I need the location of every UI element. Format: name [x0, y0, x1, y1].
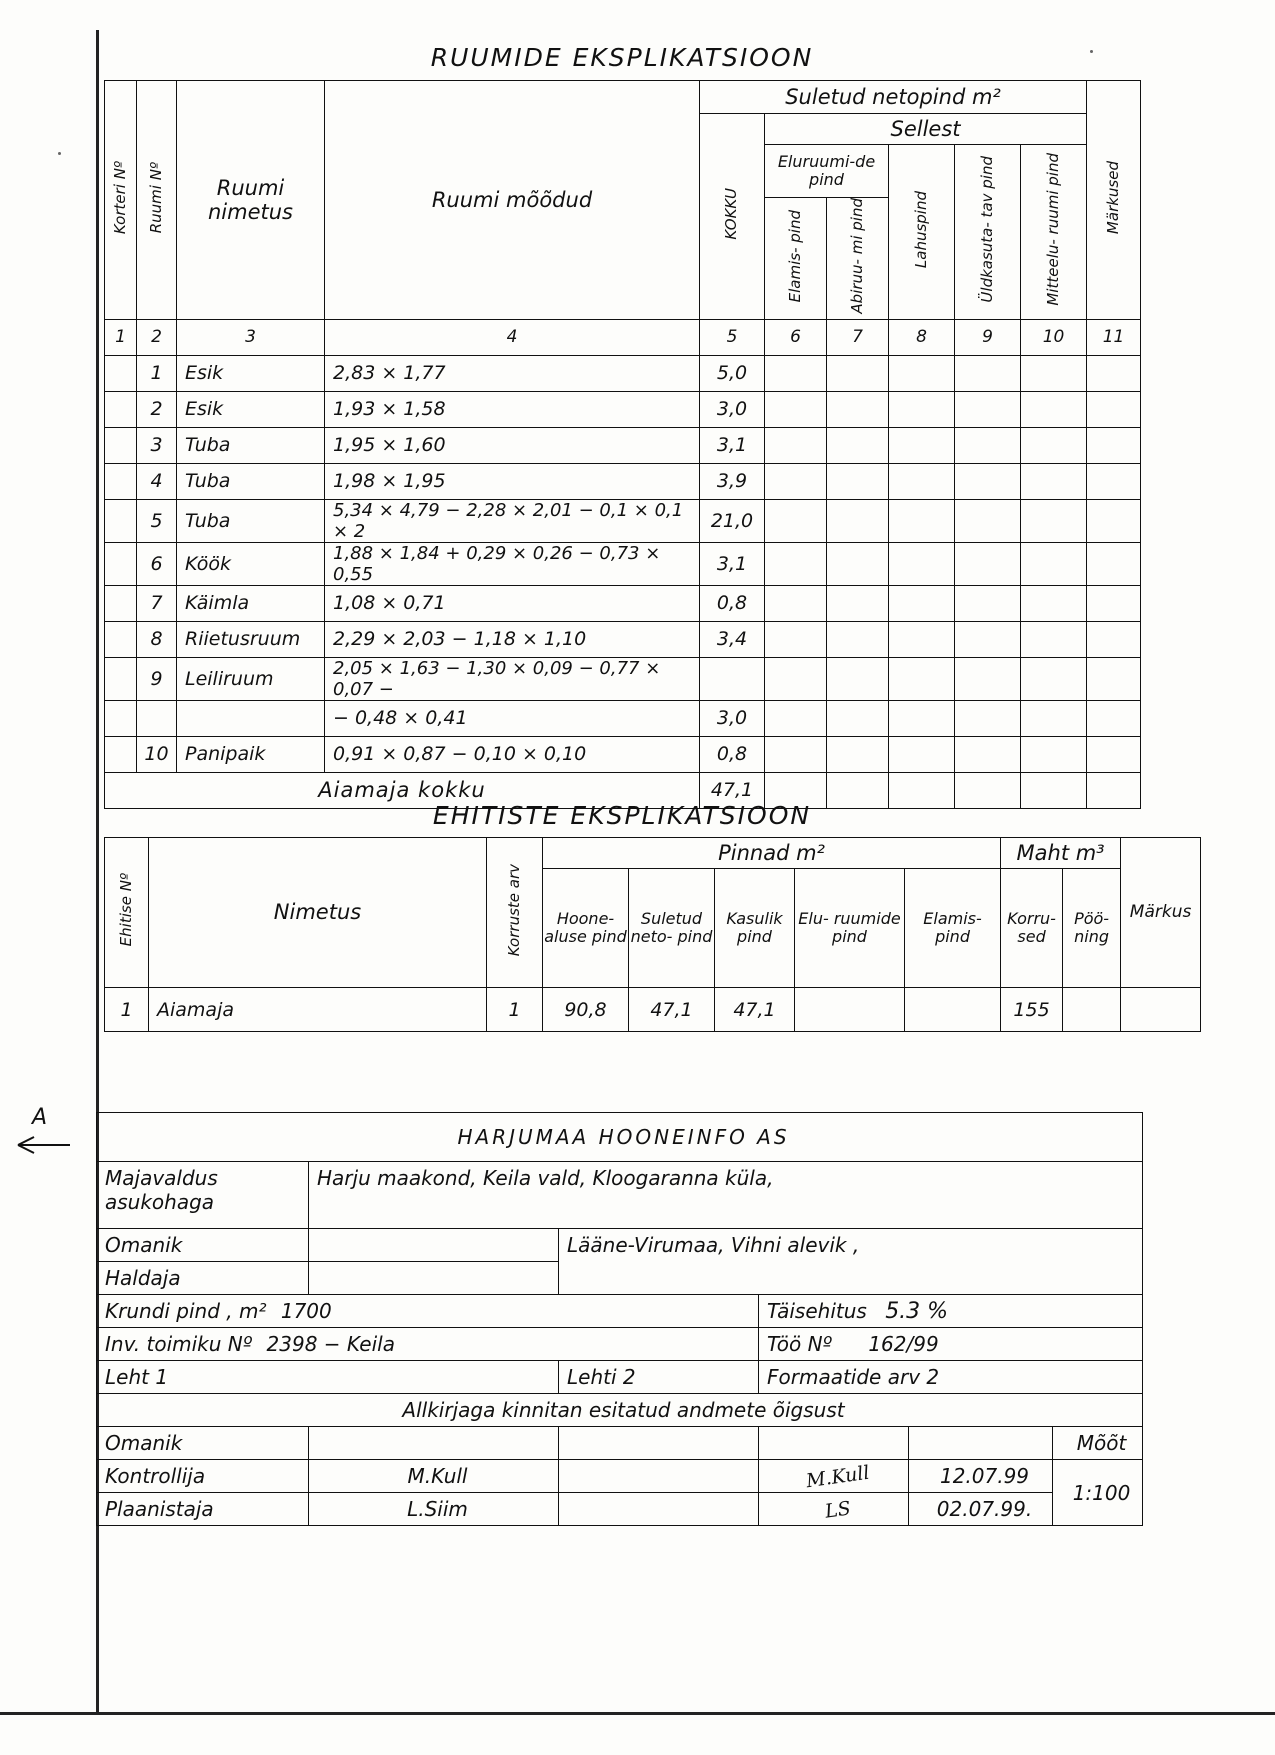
- header-living-area: Elamis- pind: [765, 198, 827, 320]
- label-property-location: Majavaldus asukohaga: [97, 1162, 309, 1229]
- cell-korteri: [105, 499, 137, 542]
- cell-room-dimensions: 1,93 × 1,58: [325, 391, 700, 427]
- cell-col8: [889, 499, 955, 542]
- info-inspector-row: [97, 1460, 1143, 1493]
- colnum-10: 10: [1021, 319, 1087, 355]
- value-inspector-date: 12.07.99: [909, 1460, 1053, 1493]
- cell-col9: [955, 621, 1021, 657]
- cell-room-nr: 4: [137, 463, 177, 499]
- cell-col8: [889, 463, 955, 499]
- info-inventory-row: [97, 1328, 1143, 1361]
- cell-room-total: [700, 657, 765, 700]
- cell-floors-volume: 155: [1001, 988, 1063, 1032]
- info-plot-row: [97, 1295, 1143, 1328]
- rooms-explication-block: [104, 36, 1140, 809]
- buildings-explication-block: [104, 795, 1192, 1032]
- cell-room-nr: 5: [137, 499, 177, 542]
- scan-speck: [58, 152, 61, 155]
- buildings-title-bar: [104, 795, 1140, 837]
- cell-closed-net-area: 47,1: [629, 988, 715, 1032]
- cell-col11: [1087, 499, 1141, 542]
- header-dwelling-rooms-area: Eluruumi-de pind: [765, 145, 889, 198]
- cell-korteri: [105, 463, 137, 499]
- colnum-1: 1: [105, 319, 137, 355]
- header-separate-area: Lahuspind: [889, 145, 955, 320]
- label-work-number: Töö Nº: [767, 1332, 832, 1356]
- value-property-location: Harju maakond, Keila vald, Kloogaranna küla,: [309, 1162, 1143, 1229]
- cell-korteri: [105, 736, 137, 772]
- cell-col11: [1087, 542, 1141, 585]
- cell-korteri: [105, 657, 137, 700]
- cell-built-up-area: 90,8: [543, 988, 629, 1032]
- cell-col10: [1021, 463, 1087, 499]
- cell-col10: [1021, 391, 1087, 427]
- cell-col9: [955, 391, 1021, 427]
- cell-col7: [827, 657, 889, 700]
- info-table: [96, 1112, 1143, 1526]
- cell-col7: [827, 585, 889, 621]
- value-planner-date: 02.07.99.: [909, 1493, 1053, 1526]
- cell-col11: [1087, 463, 1141, 499]
- planner-signature: LS: [759, 1493, 909, 1526]
- cell-room-dimensions: 5,34 × 4,79 − 2,28 × 2,01 − 0,1 × 0,1 × 2: [325, 499, 700, 542]
- colnum-3: 3: [177, 319, 325, 355]
- header-useful-area: Kasulik pind: [715, 869, 795, 988]
- north-arrow: [8, 1105, 78, 1175]
- cell-room-nr: 1: [137, 355, 177, 391]
- header-attic-volume: Pöö- ning: [1063, 869, 1121, 988]
- cell-col9: [955, 499, 1021, 542]
- label-sheet-number: Leht 1: [97, 1361, 559, 1394]
- cell-work-number: [759, 1328, 1143, 1361]
- table-row: [105, 621, 1141, 657]
- cell-col10: [1021, 700, 1087, 736]
- table-row: [105, 700, 1141, 736]
- cell-room-name: Panipaik: [177, 736, 325, 772]
- cell-col8: [889, 355, 955, 391]
- info-planner-row: [97, 1493, 1143, 1526]
- header-kokku: KOKKU: [700, 114, 765, 320]
- table-row: [105, 657, 1141, 700]
- cell-building-remark: [1121, 988, 1201, 1032]
- cell-korteri: [105, 427, 137, 463]
- table-row: [105, 391, 1141, 427]
- cell-room-name: Leiliruum: [177, 657, 325, 700]
- cell-room-dimensions: − 0,48 × 0,41: [325, 700, 700, 736]
- cell-col6: [765, 427, 827, 463]
- north-arrow-label: A: [32, 1105, 48, 1130]
- cell-col9: [955, 355, 1021, 391]
- cell-useful-area: 47,1: [715, 988, 795, 1032]
- buildings-header-group-row: [105, 838, 1201, 869]
- cell-room-dimensions: 0,91 × 0,87 − 0,10 × 0,10: [325, 736, 700, 772]
- header-volume-group: Maht m³: [1001, 838, 1121, 869]
- header-room-dimensions: Ruumi mõõdud: [325, 81, 700, 320]
- colnum-2: 2: [137, 319, 177, 355]
- cell-col10: [1021, 657, 1087, 700]
- owner-sign-cell: [559, 1427, 759, 1460]
- table-row: [105, 427, 1141, 463]
- cell-col11: [1087, 736, 1141, 772]
- header-dwelling-area: Elu- ruumide pind: [795, 869, 905, 988]
- cell-col7: [827, 736, 889, 772]
- label-built-up-percentage: Täisehitus: [767, 1298, 867, 1323]
- table-row: [105, 355, 1141, 391]
- rooms-header-group-row: [105, 81, 1141, 114]
- info-title-row: [97, 1113, 1143, 1162]
- cell-korteri: [105, 355, 137, 391]
- label-manager: Haldaja: [97, 1262, 309, 1295]
- cell-room-name: Köök: [177, 542, 325, 585]
- cell-dwelling-area: [795, 988, 905, 1032]
- owner-blank-cell: [309, 1229, 559, 1262]
- cell-col11: [1087, 700, 1141, 736]
- label-plot-area: [97, 1295, 759, 1328]
- header-sellest: Sellest: [765, 114, 1087, 145]
- cell-room-total: 3,9: [700, 463, 765, 499]
- cell-room-total: 0,8: [700, 736, 765, 772]
- cell-room-total: 3,1: [700, 542, 765, 585]
- header-auxiliary-area: Abiruu- mi pind: [827, 198, 889, 320]
- cell-room-nr: 3: [137, 427, 177, 463]
- planner-blank-cell: [559, 1493, 759, 1526]
- value-planner-name: L.Siim: [309, 1493, 559, 1526]
- cell-room-name: [177, 700, 325, 736]
- rooms-title-bar: [104, 36, 1140, 80]
- cell-col9: [955, 657, 1021, 700]
- cell-col8: [889, 542, 955, 585]
- cell-col8: [889, 700, 955, 736]
- owner-sign-mark-cell: [759, 1427, 909, 1460]
- cell-room-nr: 10: [137, 736, 177, 772]
- cell-col7: [827, 499, 889, 542]
- cell-col6: [765, 700, 827, 736]
- label-inventory-file: Inv. toimiku Nº: [105, 1332, 253, 1356]
- cell-col7: [827, 542, 889, 585]
- cell-col6: [765, 736, 827, 772]
- cell-room-nr: 9: [137, 657, 177, 700]
- cell-room-name: Esik: [177, 391, 325, 427]
- cell-col7: [827, 427, 889, 463]
- cell-col10: [1021, 621, 1087, 657]
- table-row: [105, 585, 1141, 621]
- cell-room-name: Riietusruum: [177, 621, 325, 657]
- cell-room-name: Tuba: [177, 427, 325, 463]
- info-sheet-row: [97, 1361, 1143, 1394]
- manager-blank-cell: [309, 1262, 559, 1295]
- header-building-remark: Märkus: [1121, 838, 1201, 988]
- cell-room-total: 3,0: [700, 391, 765, 427]
- cell-col8: [889, 736, 955, 772]
- cell-col6: [765, 621, 827, 657]
- header-living-area: Elamis- pind: [905, 869, 1001, 988]
- cell-room-total: 21,0: [700, 499, 765, 542]
- cell-col11: [1087, 427, 1141, 463]
- cell-room-nr: 8: [137, 621, 177, 657]
- cell-col9: [955, 542, 1021, 585]
- cell-col11: [1087, 355, 1141, 391]
- cell-floor-count: 1: [487, 988, 543, 1032]
- cell-col10: [1021, 427, 1087, 463]
- cell-col7: [827, 391, 889, 427]
- cell-col10: [1021, 542, 1087, 585]
- colnum-5: 5: [700, 319, 765, 355]
- header-areas-group: Pinnad m²: [543, 838, 1001, 869]
- cell-col7: [827, 355, 889, 391]
- cell-living-area: [905, 988, 1001, 1032]
- cell-col8: [889, 391, 955, 427]
- header-closed-net-area: Suletud netopind m²: [700, 81, 1087, 114]
- total-label: Aiamaja kokku: [105, 772, 700, 808]
- colnum-11: 11: [1087, 319, 1141, 355]
- cell-room-nr: 7: [137, 585, 177, 621]
- colnum-6: 6: [765, 319, 827, 355]
- header-non-dwelling-area: Mitteelu- ruumi pind: [1021, 145, 1087, 320]
- cell-built-up-percentage: [759, 1295, 1143, 1328]
- cell-col6: [765, 585, 827, 621]
- colnum-8: 8: [889, 319, 955, 355]
- cell-col6: [765, 542, 827, 585]
- header-ruumi-nr: Ruumi Nº: [137, 81, 177, 320]
- cell-room-dimensions: 2,83 × 1,77: [325, 355, 700, 391]
- info-address-row: [97, 1162, 1143, 1229]
- cell-building-nr: 1: [105, 988, 149, 1032]
- cell-col6: [765, 391, 827, 427]
- label-owner-signature: Omanik: [97, 1427, 309, 1460]
- cell-col9: [955, 463, 1021, 499]
- cell-room-name: Tuba: [177, 499, 325, 542]
- cell-col7: [827, 463, 889, 499]
- info-owner-sign-row: [97, 1427, 1143, 1460]
- rooms-column-number-row: [105, 319, 1141, 355]
- cell-col11: [1087, 391, 1141, 427]
- cell-col7: [827, 700, 889, 736]
- value-work-number: 162/99: [868, 1332, 939, 1356]
- header-built-up-area: Hoone- aluse pind: [543, 869, 629, 988]
- label-owner: Omanik: [97, 1229, 309, 1262]
- cell-korteri: [105, 621, 137, 657]
- cell-col6: [765, 355, 827, 391]
- plot-area-value: 1700: [280, 1299, 332, 1323]
- value-inventory-file: 2398 − Keila: [266, 1332, 395, 1356]
- label-format-count: Formaatide arv 2: [759, 1361, 1143, 1394]
- cell-room-name: Tuba: [177, 463, 325, 499]
- inspector-signature: M.Kull: [759, 1460, 909, 1493]
- cell-attic-volume: [1063, 988, 1121, 1032]
- cell-room-name: Esik: [177, 355, 325, 391]
- colnum-4: 4: [325, 319, 700, 355]
- cell-room-dimensions: 1,95 × 1,60: [325, 427, 700, 463]
- value-built-up-percentage: 5.3 %: [885, 1298, 949, 1324]
- cell-col8: [889, 657, 955, 700]
- cell-col7: [827, 621, 889, 657]
- cell-col8: [889, 621, 955, 657]
- cell-col10: [1021, 355, 1087, 391]
- cell-col9: [955, 585, 1021, 621]
- cell-col11: [1087, 621, 1141, 657]
- cell-room-dimensions: 1,88 × 1,84 + 0,29 × 0,26 − 0,73 × 0,55: [325, 542, 700, 585]
- header-floor-count: Korruste arv: [487, 838, 543, 988]
- cell-room-nr: 6: [137, 542, 177, 585]
- colnum-7: 7: [827, 319, 889, 355]
- cell-room-total: 3,4: [700, 621, 765, 657]
- cell-col10: [1021, 736, 1087, 772]
- value-scale: 1:100: [1053, 1460, 1143, 1526]
- header-remarks: Märkused: [1087, 81, 1141, 320]
- header-building-name: Nimetus: [149, 838, 487, 988]
- header-room-name: Ruumi nimetus: [177, 81, 325, 320]
- owner-name-cell: [309, 1427, 559, 1460]
- colnum-9: 9: [955, 319, 1021, 355]
- sheet-bottom-border: [0, 1712, 1275, 1715]
- cell-room-dimensions: 2,29 × 2,03 − 1,18 × 1,10: [325, 621, 700, 657]
- info-declaration-row: [97, 1394, 1143, 1427]
- header-common-use-area: Üldkasuta- tav pind: [955, 145, 1021, 320]
- table-row: [105, 736, 1141, 772]
- cell-col6: [765, 657, 827, 700]
- cell-korteri: [105, 542, 137, 585]
- value-owner-address: Lääne-Virumaa, Vihni alevik ,: [559, 1229, 1143, 1295]
- header-closed-net-area: Suletud neto- pind: [629, 869, 715, 988]
- label-scale: Mõõt: [1053, 1427, 1143, 1460]
- cell-room-nr: [137, 700, 177, 736]
- buildings-table: [104, 837, 1201, 1032]
- cell-room-name: Käimla: [177, 585, 325, 621]
- cell-col6: [765, 463, 827, 499]
- cell-room-dimensions: 1,08 × 0,71: [325, 585, 700, 621]
- header-korteri-nr: Korteri Nº: [105, 81, 137, 320]
- cell-col9: [955, 427, 1021, 463]
- value-inspector-name: M.Kull: [309, 1460, 559, 1493]
- cell-room-dimensions: 1,98 × 1,95: [325, 463, 700, 499]
- buildings-title: EHITISTE EKSPLIKATSIOON: [432, 801, 812, 830]
- owner-date-cell: [909, 1427, 1053, 1460]
- cell-korteri: [105, 585, 137, 621]
- title-block: [96, 1112, 1142, 1526]
- declaration-text: Allkirjaga kinnitan esitatud andmete õigsust: [97, 1394, 1143, 1427]
- rooms-table: [104, 80, 1141, 809]
- cell-col11: [1087, 585, 1141, 621]
- cell-room-dimensions: 2,05 × 1,63 − 1,30 × 0,09 − 0,77 × 0,07 −: [325, 657, 700, 700]
- company-name: HARJUMAA HOONEINFO AS: [97, 1113, 1143, 1162]
- label-sheet-count: Lehti 2: [559, 1361, 759, 1394]
- cell-col8: [889, 585, 955, 621]
- info-owner-row: [97, 1229, 1143, 1262]
- cell-col9: [955, 736, 1021, 772]
- header-building-nr: Ehitise Nº: [105, 838, 149, 988]
- cell-room-total: 5,0: [700, 355, 765, 391]
- cell-room-total: 3,0: [700, 700, 765, 736]
- cell-building-name: Aiamaja: [149, 988, 487, 1032]
- label-planner: Plaanistaja: [97, 1493, 309, 1526]
- rooms-title: RUUMIDE EKSPLIKATSIOON: [430, 43, 814, 72]
- plot-area-label-text: Krundi pind , m²: [105, 1299, 267, 1323]
- header-floors-volume: Korru- sed: [1001, 869, 1063, 988]
- label-inspector: Kontrollija: [97, 1460, 309, 1493]
- cell-korteri: [105, 700, 137, 736]
- table-row: [105, 542, 1141, 585]
- table-row: [105, 499, 1141, 542]
- cell-korteri: [105, 391, 137, 427]
- inspector-blank-cell: [559, 1460, 759, 1493]
- cell-room-nr: 2: [137, 391, 177, 427]
- cell-room-total: 3,1: [700, 427, 765, 463]
- cell-col10: [1021, 585, 1087, 621]
- total-value: 47,1: [700, 772, 765, 808]
- cell-col6: [765, 499, 827, 542]
- cell-col8: [889, 427, 955, 463]
- table-row: [105, 463, 1141, 499]
- cell-col11: [1087, 657, 1141, 700]
- cell-inventory-file: [97, 1328, 759, 1361]
- cell-col10: [1021, 499, 1087, 542]
- cell-room-total: 0,8: [700, 585, 765, 621]
- table-row: [105, 988, 1201, 1032]
- cell-col9: [955, 700, 1021, 736]
